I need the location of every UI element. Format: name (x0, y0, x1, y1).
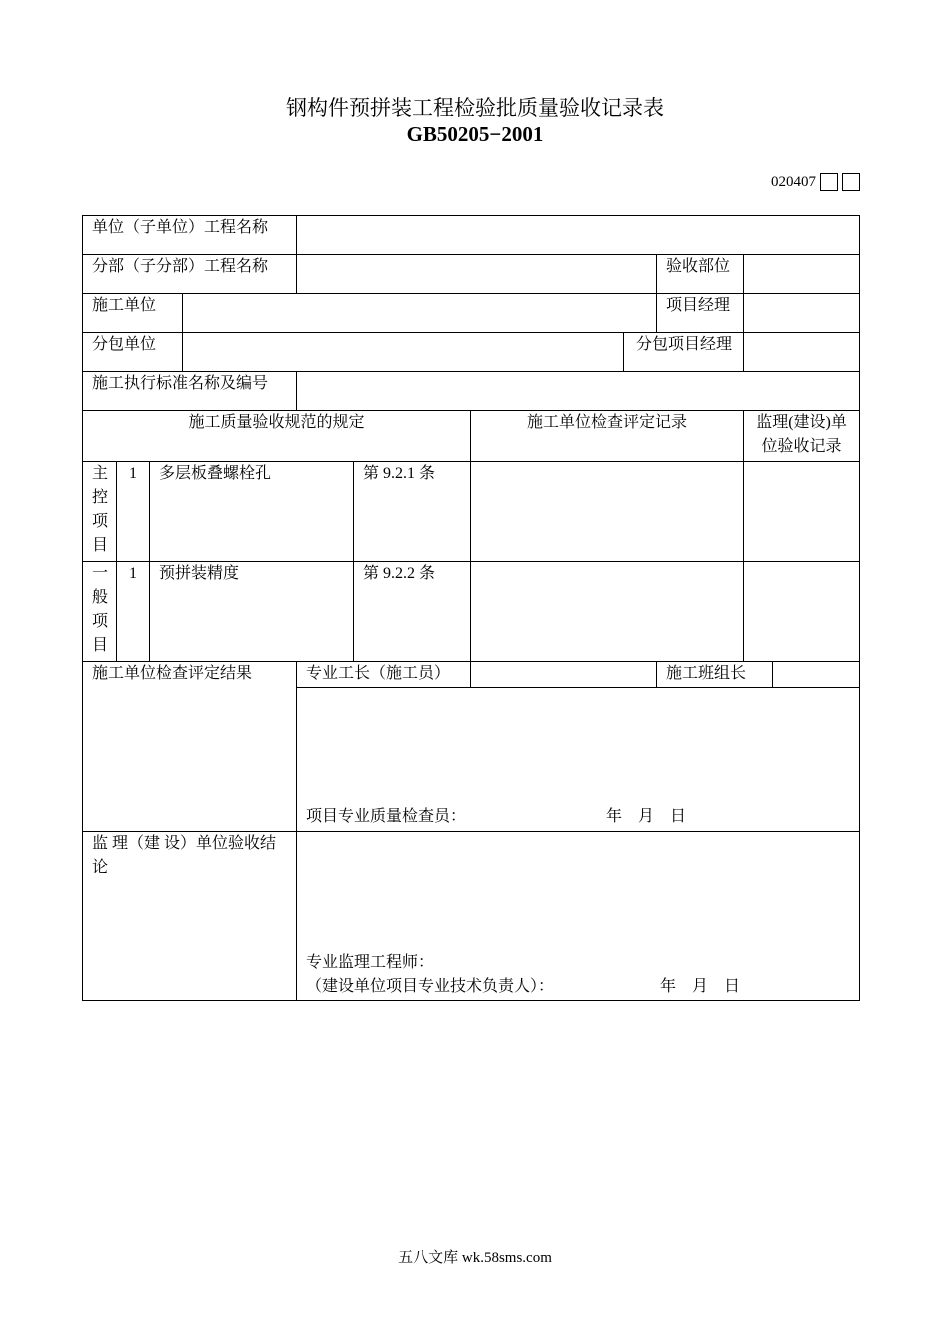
subcontractor-label: 分包单位 (83, 333, 183, 372)
conclusion-date: 年 月 日 (660, 978, 741, 995)
footer-watermark: 五八文库 wk.58sms.com (398, 1250, 552, 1266)
general-item-no: 1 (117, 562, 150, 662)
sub-pm-label: 分包项目经理 (624, 333, 744, 372)
project-manager-field[interactable] (744, 294, 860, 333)
contractor-field[interactable] (183, 294, 657, 333)
acceptance-part-field[interactable] (744, 255, 860, 294)
conclusion-label: 监 理（建 设）单位验收结论 (83, 832, 297, 1001)
contractor-record-header: 施工单位检查评定记录 (471, 411, 744, 462)
general-item-supervisor-record[interactable] (744, 562, 860, 662)
project-manager-label: 项目经理 (657, 294, 744, 333)
supervisor-record-header-line1: 监理(建设)单 (756, 414, 847, 431)
standard-label: 施工执行标准名称及编号 (83, 372, 297, 411)
form-code-number: 020407 (771, 174, 816, 190)
result-sign-line (306, 805, 686, 829)
contractor-label: 施工单位 (83, 294, 183, 333)
code-box-1[interactable] (820, 173, 838, 191)
project-name-field[interactable] (297, 216, 860, 255)
sub-project-label: 分部（子分部）工程名称 (83, 255, 297, 294)
general-item-contractor-record[interactable] (471, 562, 744, 662)
conclusion-sign-area[interactable] (297, 832, 860, 1001)
result-label: 施工单位检查评定结果 (83, 662, 297, 832)
general-item-clause: 第 9.2.2 条 (354, 562, 471, 662)
engineer-label: 专业监理工程师： (306, 954, 435, 971)
subcontractor-field[interactable] (183, 333, 624, 372)
result-date: 年 月 日 (606, 808, 687, 825)
foreman-label: 专业工长（施工员） (297, 662, 471, 688)
inspector-label: 项目专业质量检查员： (306, 808, 467, 825)
code-box-2[interactable] (842, 173, 860, 191)
sub-project-field[interactable] (297, 255, 657, 294)
owner-label: （建设单位项目专业技术负责人）： (306, 978, 555, 995)
standard-field[interactable] (297, 372, 860, 411)
result-sign-area[interactable] (297, 688, 860, 832)
general-items-group: 一 般 项 目 (83, 562, 117, 662)
supervisor-record-header-line2: 位验收记录 (761, 438, 842, 455)
spec-header: 施工质量验收规范的规定 (83, 411, 471, 462)
main-item-contractor-record[interactable] (471, 462, 744, 562)
main-item-clause: 第 9.2.1 条 (354, 462, 471, 562)
project-name-label: 单位（子单位）工程名称 (83, 216, 297, 255)
main-item-supervisor-record[interactable] (744, 462, 860, 562)
supervisor-record-header (744, 411, 860, 462)
main-item-no: 1 (117, 462, 150, 562)
sub-pm-field[interactable] (744, 333, 860, 372)
foreman-field[interactable] (471, 662, 657, 688)
main-items-group: 主 控 项 目 (83, 462, 117, 562)
owner-sign-line (306, 975, 740, 999)
standard-code: GB50205−2001 (406, 122, 544, 146)
team-leader-field[interactable] (773, 662, 860, 688)
acceptance-part-label: 验收部位 (657, 255, 744, 294)
main-item-name: 多层板叠螺栓孔 (150, 462, 354, 562)
form-code (771, 172, 860, 192)
form-title: 钢构件预拼装工程检验批质量验收记录表 (286, 96, 664, 120)
team-leader-label: 施工班组长 (657, 662, 773, 688)
general-item-name: 预拼装精度 (150, 562, 354, 662)
inspection-record-table (82, 215, 860, 1001)
